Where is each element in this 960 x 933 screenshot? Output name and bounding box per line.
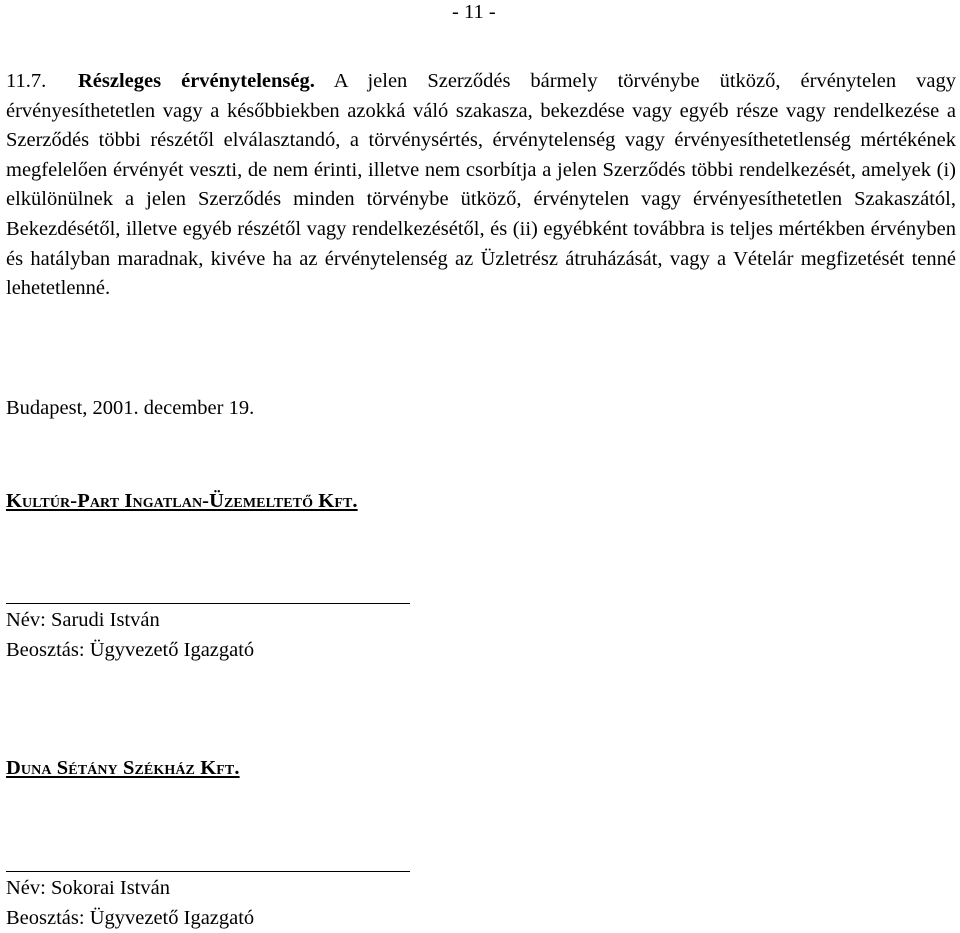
section-body: A jelen Szerződés bármely törvénybe ütköző, érvénytelen vagy érvényesíthetetlen vagy a későbbiekben azokká váló szakasza, bekezdése vagy egyéb része vagy rendelkezése a Szerződés többi részétől elválasztandó, a törvénysértés, érvénytelenség vagy érvényesíthetetlenség mértékének megfelelően érvényét veszti, de nem érinti, illetve nem csorbítja a jelen Szerződés többi rendelkezését, amelyek (i) elkülönülnek a jelen Szerződés minden törvénybe ütköző, érvénytelen vagy érvényesíthetetlen Szakaszától, Bekezdésétől, illetve egyéb részétől vagy rendelkezésétől, és (ii) egyébként továbbra is teljes mértékben érvényben és hatályban maradnak, kivéve ha az érvénytelenség az Üzletrész átruházását, vagy a Vételár megfizetését tenné lehetetlenné. — [6, 70, 956, 300]
signatory-name-first: Név: Sarudi István — [6, 609, 160, 631]
section-11-7 — [6, 67, 956, 304]
company-name-first: Kultúr-Part Ingatlan-Üzemeltető Kft. — [6, 490, 358, 512]
signature-block-first — [6, 606, 254, 665]
signature-line-first — [6, 603, 410, 604]
signature-line-second — [6, 871, 410, 872]
place-date: Budapest, 2001. december 19. — [6, 397, 255, 419]
company-name-second: Duna Sétány Székház Kft. — [6, 757, 240, 779]
page-number: - 11 - — [452, 1, 496, 23]
signatory-name-second: Név: Sokorai István — [6, 877, 170, 899]
section-title: Részleges érvénytelenség. — [78, 70, 315, 92]
signatory-position-second: Beosztás: Ügyvezető Igazgató — [6, 906, 255, 929]
signature-block-second — [6, 874, 254, 933]
signatory-position-first: Beosztás: Ügyvezető Igazgató — [6, 638, 255, 661]
section-number: 11.7. — [6, 70, 47, 92]
